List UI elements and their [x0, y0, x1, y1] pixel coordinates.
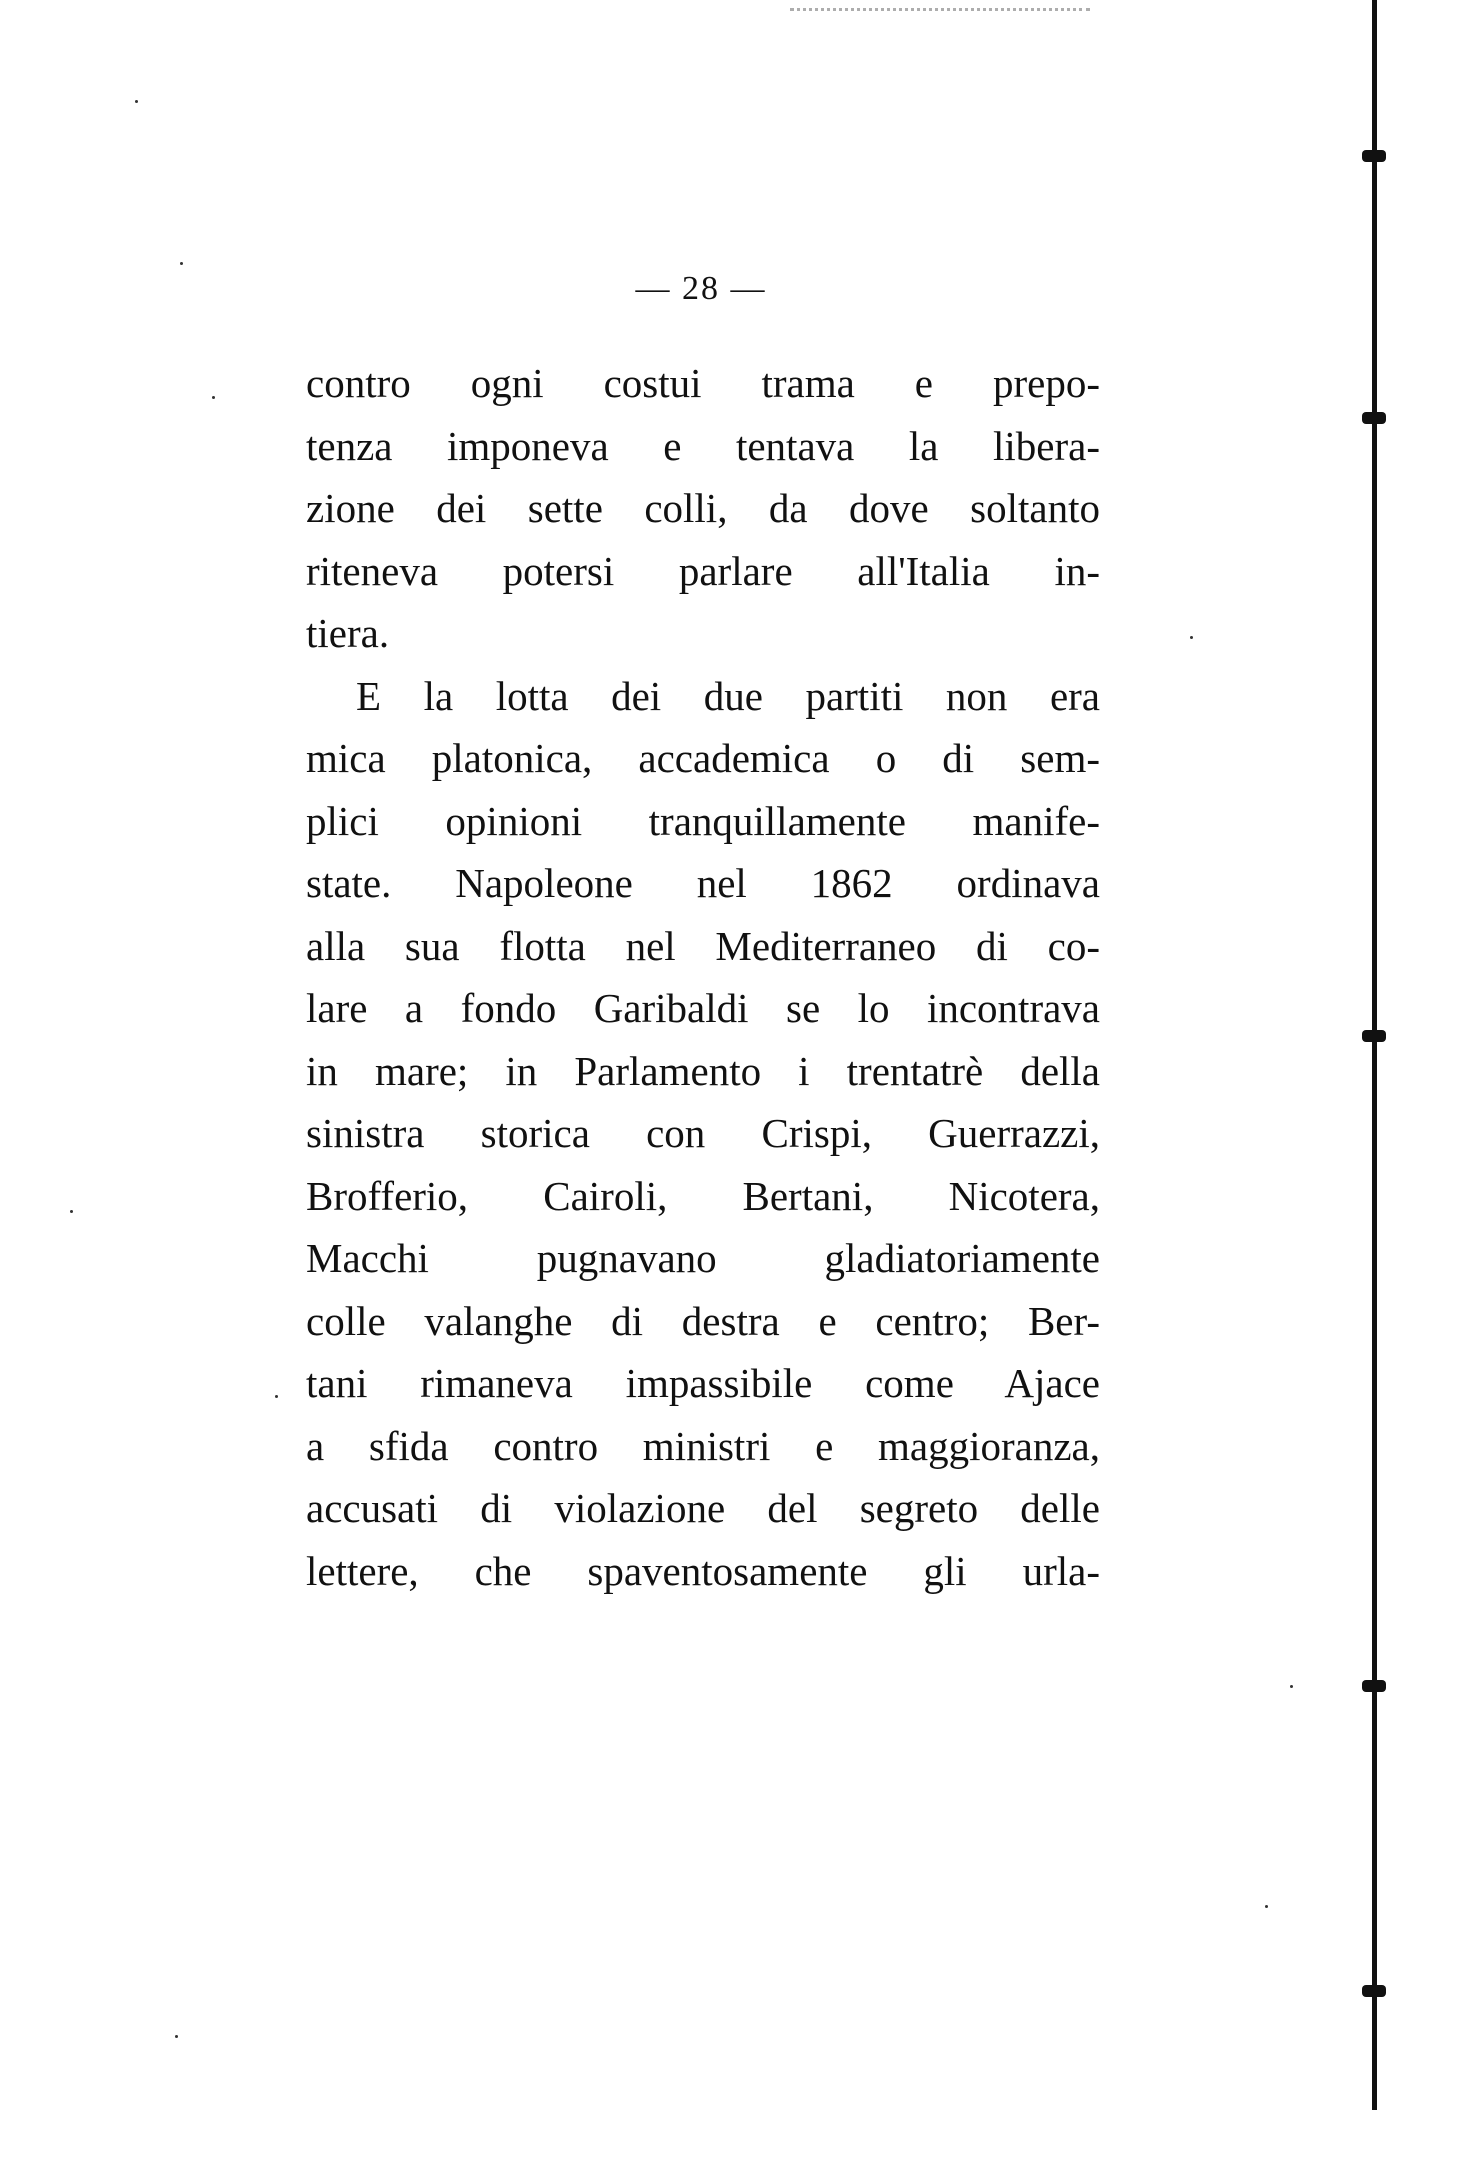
text-line: riteneva potersi parlare all'Italia in- [306, 547, 1100, 594]
text-line: tani rimaneva impassibile come Ajace [306, 1360, 1100, 1406]
scan-noise [790, 8, 1090, 21]
text-line: E la lotta dei due partiti non era [356, 672, 1100, 719]
scan-speck [275, 1395, 278, 1398]
binding-knot [1362, 412, 1386, 424]
text-line: Macchi pugnavano gladiatoriamente [306, 1235, 1100, 1281]
text-line: mica platonica, accademica o di sem- [306, 735, 1100, 781]
text-line: a sfida contro ministri e maggioranza, [306, 1422, 1100, 1469]
text-line: zione dei sette colli, da dove soltanto [306, 485, 1100, 531]
scan-speck [135, 100, 138, 103]
text-line: plici opinioni tranquillamente manife- [306, 797, 1100, 844]
text-line: in mare; in Parlamento i trentatrè della [306, 1047, 1100, 1094]
binding-thread [1372, 0, 1377, 2110]
page-number: — 28 — [635, 270, 767, 307]
text-line: alla sua flotta nel Mediterraneo di co- [306, 922, 1100, 969]
text-line: accusati di violazione del segreto delle [306, 1485, 1100, 1531]
binding-knot [1362, 150, 1386, 162]
scan-speck [175, 2035, 178, 2038]
scan-speck [180, 262, 183, 265]
scan-speck [1265, 1905, 1268, 1908]
scan-speck [1290, 1685, 1293, 1688]
text-line: contro ogni costui trama e prepo- [306, 360, 1100, 406]
text-line: lettere, che spaventosamente gli urla- [306, 1547, 1100, 1594]
scan-speck [70, 1210, 73, 1213]
text-line: tenza imponeva e tentava la libera- [306, 422, 1100, 469]
binding-knot [1362, 1680, 1386, 1692]
text-line: colle valanghe di destra e centro; Ber- [306, 1297, 1100, 1344]
body-text [306, 352, 1100, 1602]
text-line: sinistra storica con Crispi, Guerrazzi, [306, 1110, 1100, 1156]
text-line: tiera. [306, 610, 390, 656]
scan-speck [1190, 636, 1193, 639]
scan-speck [212, 396, 215, 399]
text-line: lare a fondo Garibaldi se lo incontrava [306, 985, 1100, 1031]
text-line: Brofferio, Cairoli, Bertani, Nicotera, [306, 1172, 1100, 1219]
text-line: state. Napoleone nel 1862 ordinava [306, 860, 1100, 906]
binding-knot [1362, 1030, 1386, 1042]
binding-knot [1362, 1985, 1386, 1997]
